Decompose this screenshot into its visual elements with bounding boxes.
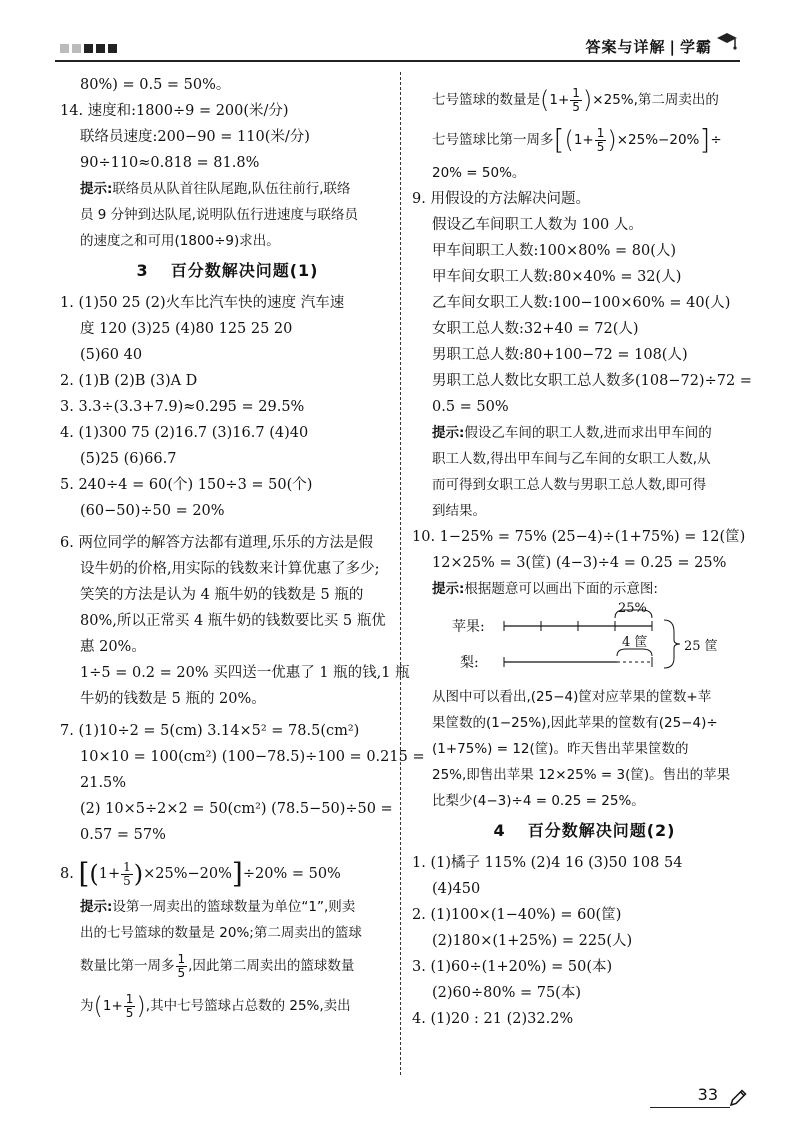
fraction-one-fifth: $\frac{1}{5}$ [123,859,131,888]
r1: 1. (1)橘子 115% (2)4 16 (3)50 108 54 [412,855,683,871]
carryover-line: 80%) = 0.5 = 50%。 [80,77,231,93]
q8-hint2: 出的七号篮球的数量是 20%;第二周卖出的篮球 [80,925,362,941]
q8-hint-cont3: 20% = 50%。 [432,165,526,181]
header-rule [55,60,740,62]
q2: 2. (1)B (2)B (3)A D [60,373,198,389]
q9-line5: 乙车间女职工人数:100−100×60% = 40(人) [432,295,731,311]
q9-line3: 甲车间职工人数:100×80% = 80(人) [432,243,677,259]
q10-hint: 提示:根据题意可以画出下面的示意图: [432,581,658,597]
q1-line2: 度 120 (3)25 (4)80 125 25 20 [80,321,293,337]
q7-line2: 10×10 = 100(cm²) (100−78.5)÷100 = 0.215 = [80,749,425,765]
q5-line2: (60−50)÷50 = 20% [80,503,225,519]
q8-hint-cont2: 七号篮球比第一周多[(1+ $\frac{1}{5}$ )×25%−20%]÷ [432,123,722,156]
q10-line2: 12×25% = 3(筐) (4−3)÷4 = 0.25 = 25% [432,555,727,571]
q9-line8: 男职工总人数比女职工总人数多(108−72)÷72 = [432,373,752,389]
diagram-pear-label: 梨: [460,655,479,671]
q9-line2: 假设乙车间职工人数为 100 人。 [432,217,643,233]
right-column [412,80,757,1032]
q9-hint4: 到结果。 [432,503,486,519]
q14-hint2: 员 9 分钟到达队尾,说明队伍行进速度与联络员 [80,207,358,223]
q7: 7. (1)10÷2 = 5(cm) 3.14×5² = 78.5(cm²) [60,723,360,739]
q6: 6. 两位同学的解答方法都有道理,乐乐的方法是假 [60,535,374,551]
q9-line9: 0.5 = 50% [432,399,509,415]
q10-explain4: 25%,即售出苹果 12×25% = 3(筐)。售出的苹果 [432,767,731,783]
pencil-icon [728,1088,748,1108]
r4: 4. (1)20 : 21 (2)32.2% [412,1011,574,1027]
q10-explain1: 从图中可以看出,(25−4)筐对应苹果的筐数+苹 [432,689,712,705]
q10-explain2: 果筐数的(1−25%),因此苹果的筐数有(25−4)÷ [432,715,718,731]
left-column [60,72,425,1026]
q14-hint: 提示:联络员从队首往队尾跑,队伍往前行,联络 [80,181,351,197]
section-3-title: 3 百分数解决问题(1) [136,261,319,280]
diagram-apple-label: 苹果: [452,619,485,635]
r2: 2. (1)100×(1−40%) = 60(筐) [412,907,622,923]
q1-line3: (5)60 40 [80,347,143,363]
header-title: 答案与详解 | 学霸 [585,38,712,56]
diagram-25-percent: 25% [618,601,647,616]
q6-line5: 惠 20%。 [80,639,146,655]
q10-explain5: 比梨少(4−3)÷4 = 0.25 = 25%。 [432,793,645,809]
q8: 8. [(1+ $\frac{1}{5}$ )×25%−20%]÷20% = 50% [60,857,341,890]
q9-line7: 男职工总人数:80+100−72 = 108(人) [432,347,688,363]
q6-line2: 设牛奶的价格,用实际的钱数来计算优惠了多少; [80,561,380,577]
q3: 3. 3.3÷(3.3+7.9)≈0.295 = 29.5% [60,399,305,415]
page-number: 33 [697,1085,718,1104]
q9-line6: 女职工总人数:32+40 = 72(人) [432,321,639,337]
q4-line2: (5)25 (6)66.7 [80,451,177,467]
q14-hint3: 的速度之和可用(1800÷9)求出。 [80,233,280,249]
q8-hint-cont1: 七号篮球的数量是(1+ $\frac{1}{5}$ )×25%,第二周卖出的 [432,85,719,114]
r2-line2: (2)180×(1+25%) = 225(人) [432,933,633,949]
r3-line2: (2)60÷80% = 75(本) [432,985,582,1001]
diagram-25-baskets: 25 筐 [684,639,718,654]
q7-line4: (2) 10×5÷2×2 = 50(cm²) (78.5−50)÷50 = [80,801,393,817]
q9-hint3: 而可得到女职工总人数与男职工总人数,即可得 [432,477,707,493]
fraction-one-fifth: $\frac{1}{5}$ [596,125,605,154]
q7-line5: 0.57 = 57% [80,827,166,843]
diagram-4-baskets: 4 筐 [622,635,648,650]
q1: 1. (1)50 25 (2)火车比汽车快的速度 汽车速 [60,295,345,311]
q6-line3: 笑笑的方法是认为 4 瓶牛奶的钱数是 5 瓶的 [80,587,364,603]
q14: 14. 速度和:1800÷9 = 200(米/分) [60,103,289,119]
graduation-cap-icon [716,30,738,54]
fraction-one-fifth: $\frac{1}{5}$ [177,951,186,980]
q9-hint: 提示:假设乙车间的职工人数,进而求出甲车间的 [432,425,712,441]
q6-line7: 牛奶的钱数是 5 瓶的 20%。 [80,691,266,707]
q5: 5. 240÷4 = 60(个) 150÷3 = 50(个) [60,477,313,493]
q8-hint3: 数量比第一周多 $\frac{1}{5}$ ,因此第二周卖出的篮球数量 [80,951,355,980]
header-decoration [60,44,117,53]
q10-explain3: (1+75%) = 12(筐)。昨天售出苹果筐数的 [432,741,689,757]
r3: 3. (1)60÷(1+20%) = 50(本) [412,959,613,975]
q9-hint2: 职工人数,得出甲车间与乙车间的女职工人数,从 [432,451,711,467]
q6-line4: 80%,所以正常买 4 瓶牛奶的钱数要比买 5 瓶优 [80,613,386,629]
q7-line3: 21.5% [80,775,127,791]
q8-hint: 提示:设第一周卖出的篮球数量为单位“1”,则卖 [80,899,356,915]
column-divider [400,72,401,1075]
fraction-one-fifth: $\frac{1}{5}$ [125,991,134,1020]
q10: 10. 1−25% = 75% (25−4)÷(1+75%) = 12(筐) [412,529,746,545]
q8-hint4: 为(1+ $\frac{1}{5}$ ),其中七号篮球占总数的 25%,卖出 [80,991,351,1020]
q14-line2: 联络员速度:200−90 = 110(米/分) [80,129,310,145]
q14-line3: 90÷110≈0.818 = 81.8% [80,155,260,171]
q9-line4: 甲车间女职工人数:80×40% = 32(人) [432,269,682,285]
q6-line6: 1÷5 = 0.2 = 20% 买四送一优惠了 1 瓶的钱,1 瓶 [80,665,410,681]
q9: 9. 用假设的方法解决问题。 [412,191,590,207]
fraction-one-fifth: $\frac{1}{5}$ [572,85,580,114]
r1-line2: (4)450 [432,881,481,897]
footer-rule [650,1107,730,1108]
apple-pear-diagram [412,601,757,678]
section-4-title: 4 百分数解决问题(2) [493,821,676,840]
q4: 4. (1)300 75 (2)16.7 (3)16.7 (4)40 [60,425,309,441]
